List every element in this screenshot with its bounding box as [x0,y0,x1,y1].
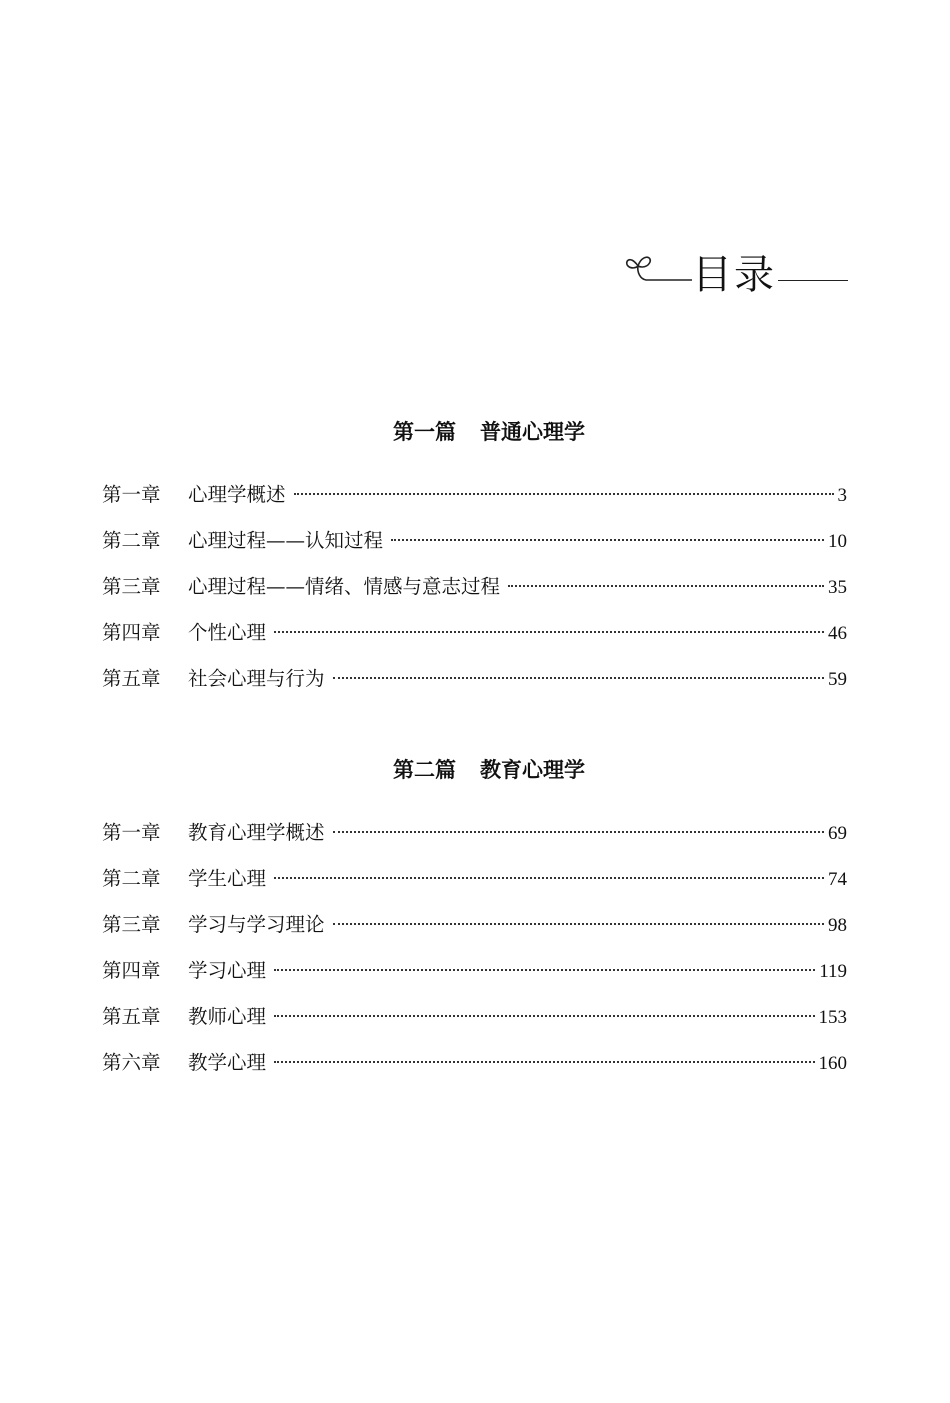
chapter-title[interactable]: 教育心理学概述 [188,821,325,844]
toc-header [622,248,848,304]
dot-leader [294,493,834,495]
dot-leader [333,831,824,833]
chapter-number: 第四章 [102,959,161,982]
chapter-number: 第一章 [102,483,161,506]
toc-entry[interactable] [102,564,847,610]
page-number: 10 [828,531,847,552]
part-number: 第二篇 [393,757,456,782]
toc-entry[interactable] [102,902,847,948]
part-number: 第一篇 [393,419,456,444]
chapter-title[interactable]: 个性心理 [188,621,267,644]
title-rule [778,280,848,281]
part-1 [0,410,950,690]
chapter-title[interactable]: 心理过程——情绪、情感与意志过程 [188,575,501,598]
dot-leader [333,677,824,679]
toc-entry[interactable] [102,656,847,702]
dot-leader [391,539,824,541]
page-number: 98 [828,915,847,936]
dot-leader [274,969,815,971]
page-number: 153 [818,1007,847,1028]
part-name: 教育心理学 [480,757,585,782]
chapter-title[interactable]: 心理过程——认知过程 [188,529,384,552]
page-number: 59 [828,669,847,690]
chapter-number: 第六章 [102,1051,161,1074]
part-heading [28,748,950,792]
toc-title: 目录 [692,252,776,298]
page-number: 119 [819,961,847,982]
chapter-number: 第二章 [102,529,161,552]
dot-leader [274,1061,814,1063]
toc-entry[interactable] [102,948,847,994]
page-number: 160 [818,1053,847,1074]
page-number: 69 [828,823,847,844]
toc-entry[interactable] [102,518,847,564]
chapter-title[interactable]: 学习心理 [188,959,267,982]
toc-entry[interactable] [102,810,847,856]
page-number: 46 [828,623,847,644]
dot-leader [274,1015,814,1017]
chapter-list [102,810,847,1086]
page-number: 35 [828,577,847,598]
chapter-number: 第四章 [102,621,161,644]
toc-entry[interactable] [102,472,847,518]
toc-entry[interactable] [102,856,847,902]
sprout-icon [622,248,692,288]
chapter-number: 第五章 [102,1005,161,1028]
chapter-number: 第三章 [102,913,161,936]
chapter-title[interactable]: 教学心理 [188,1051,267,1074]
chapter-title[interactable]: 学习与学习理论 [188,913,325,936]
chapter-title[interactable]: 教师心理 [188,1005,267,1028]
dot-leader [508,585,824,587]
page-number: 74 [828,869,847,890]
toc-entry[interactable] [102,1040,847,1086]
chapter-title[interactable]: 学生心理 [188,867,267,890]
part-name: 普通心理学 [480,419,585,444]
toc-entry[interactable] [102,610,847,656]
chapter-title[interactable]: 社会心理与行为 [188,667,325,690]
page-number: 3 [837,485,847,506]
chapter-list [102,472,847,702]
chapter-number: 第二章 [102,867,161,890]
part-2 [0,748,950,1074]
dot-leader [274,631,824,633]
chapter-title[interactable]: 心理学概述 [188,483,286,506]
chapter-number: 第一章 [102,821,161,844]
dot-leader [333,923,824,925]
part-heading [28,410,950,454]
dot-leader [274,877,824,879]
toc-entry[interactable] [102,994,847,1040]
chapter-number: 第五章 [102,667,161,690]
chapter-number: 第三章 [102,575,161,598]
